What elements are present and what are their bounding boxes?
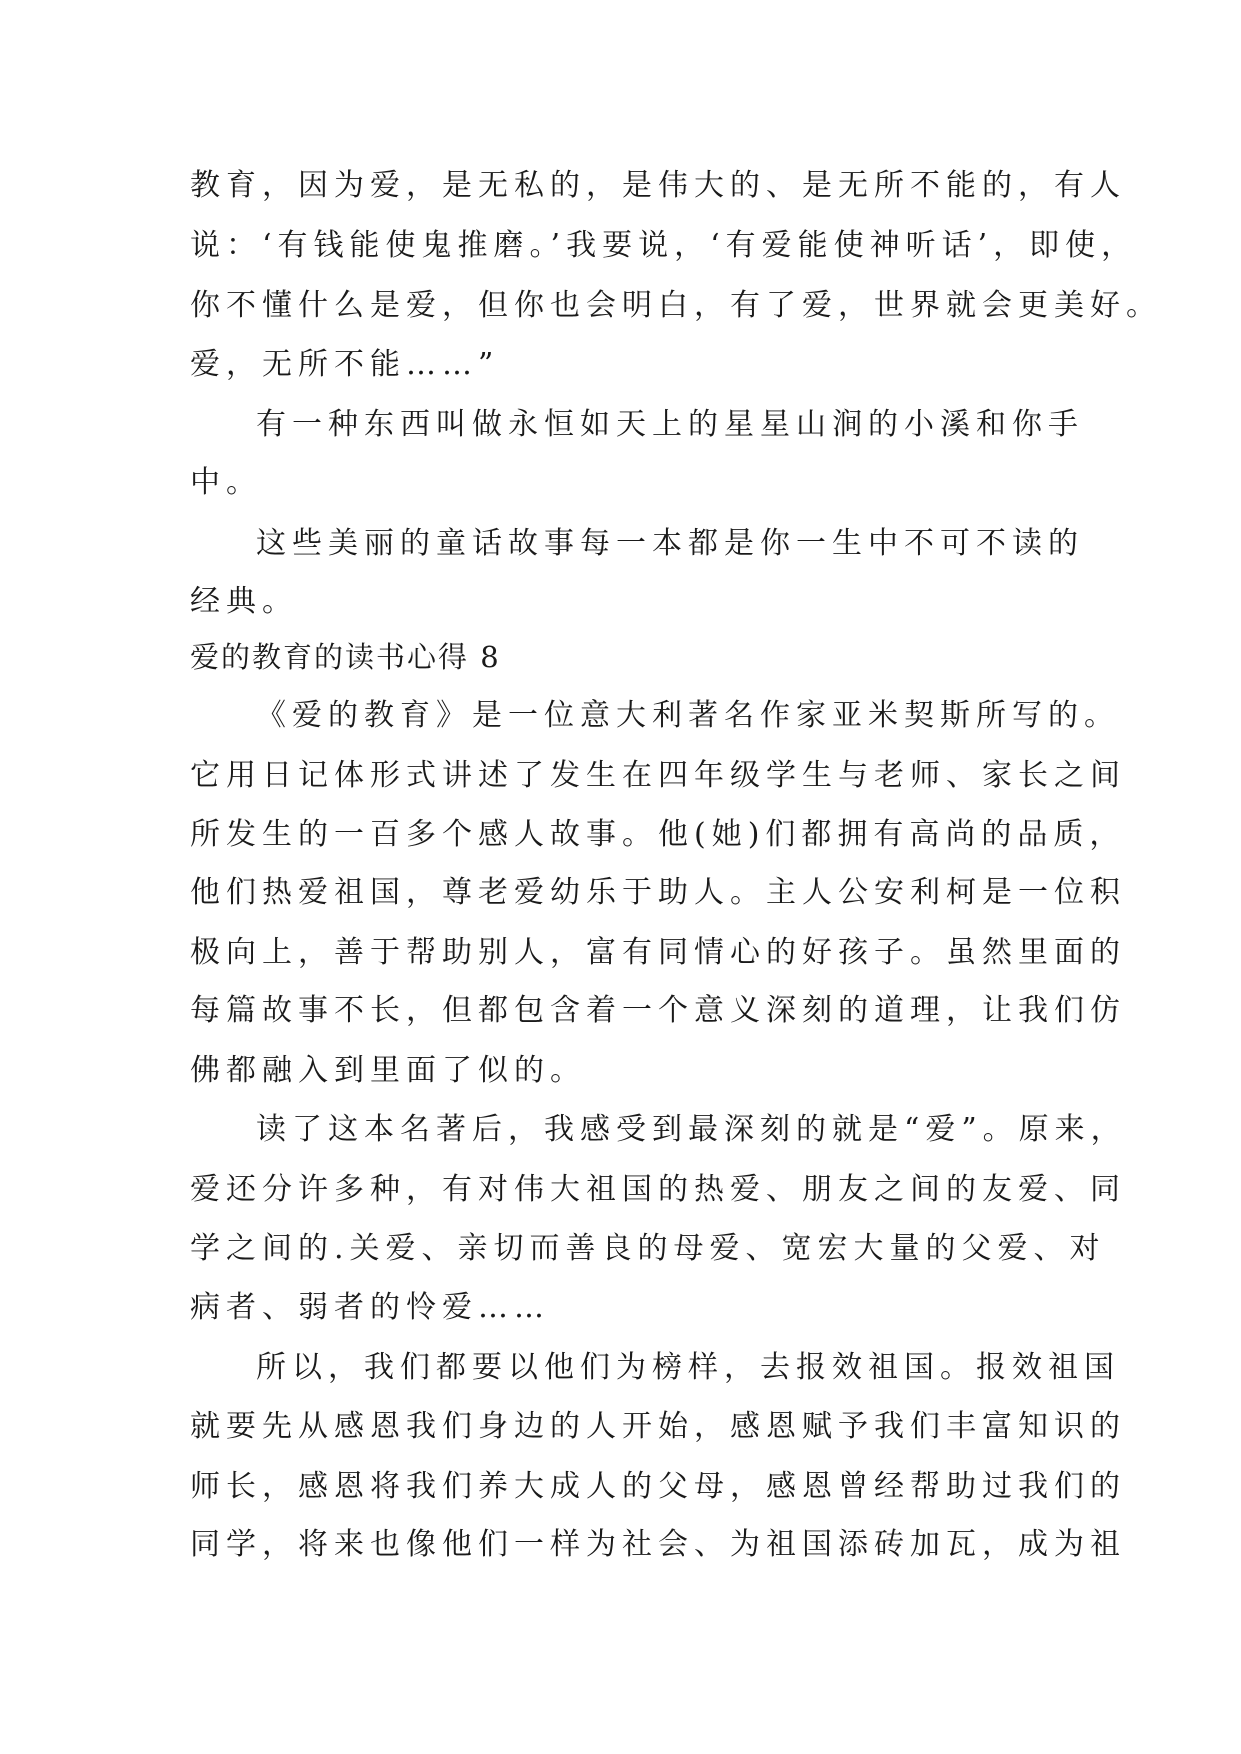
text-line: 师长，感恩将我们养大成人的父母，感恩曾经帮助过我们的 xyxy=(190,1469,1126,1504)
text-line: 就要先从感恩我们身边的人开始，感恩赋予我们丰富知识的 xyxy=(190,1409,1126,1444)
text-line: 经典。 xyxy=(190,584,298,619)
text-line: 极向上，善于帮助别人，富有同情心的好孩子。虽然里面的 xyxy=(190,935,1126,970)
text-line: 说：‘有钱能使鬼推磨。’我要说，‘有爱能使神听话’，即使， xyxy=(190,228,1138,263)
paragraph-first-line: 有一种东西叫做永恒如天上的星星山涧的小溪和你手 xyxy=(256,407,1084,442)
text-line: 每篇故事不长，但都包含着一个意义深刻的道理，让我们仿 xyxy=(190,993,1126,1028)
text-line: 学之间的.关爱、亲切而善良的母爱、宽宏大量的父爱、对 xyxy=(190,1231,1106,1266)
paragraph-first-line: 读了这本名著后，我感受到最深刻的就是“爱”。原来， xyxy=(256,1112,1127,1147)
paragraph-first-line: 这些美丽的童话故事每一本都是你一生中不可不读的 xyxy=(256,526,1084,561)
paragraph-first-line: 《爱的教育》是一位意大利著名作家亚米契斯所写的。 xyxy=(256,698,1120,733)
text-line: 中。 xyxy=(190,465,262,500)
text-line: 他们热爱祖国，尊老爱幼乐于助人。主人公安利柯是一位积 xyxy=(190,875,1126,910)
text-line: 爱还分许多种，有对伟大祖国的热爱、朋友之间的友爱、同 xyxy=(190,1172,1126,1207)
text-line: 同学，将来也像他们一样为社会、为祖国添砖加瓦，成为祖 xyxy=(190,1527,1126,1562)
text-line: 你不懂什么是爱，但你也会明白，有了爱，世界就会更美好。 xyxy=(190,288,1162,323)
text-line: 所发生的一百多个感人故事。他(她)们都拥有高尚的品质， xyxy=(190,817,1126,852)
paragraph-first-line: 所以，我们都要以他们为榜样，去报效祖国。报效祖国 xyxy=(256,1350,1120,1385)
text-line: 病者、弱者的怜爱…… xyxy=(190,1290,550,1325)
text-line: 佛都融入到里面了似的。 xyxy=(190,1053,586,1088)
section-heading: 爱的教育的读书心得 8 xyxy=(190,640,501,674)
text-line: 它用日记体形式讲述了发生在四年级学生与老师、家长之间 xyxy=(190,758,1126,793)
text-line: 教育，因为爱，是无私的，是伟大的、是无所不能的，有人 xyxy=(190,168,1126,203)
text-line: 爱，无所不能……” xyxy=(190,347,500,382)
